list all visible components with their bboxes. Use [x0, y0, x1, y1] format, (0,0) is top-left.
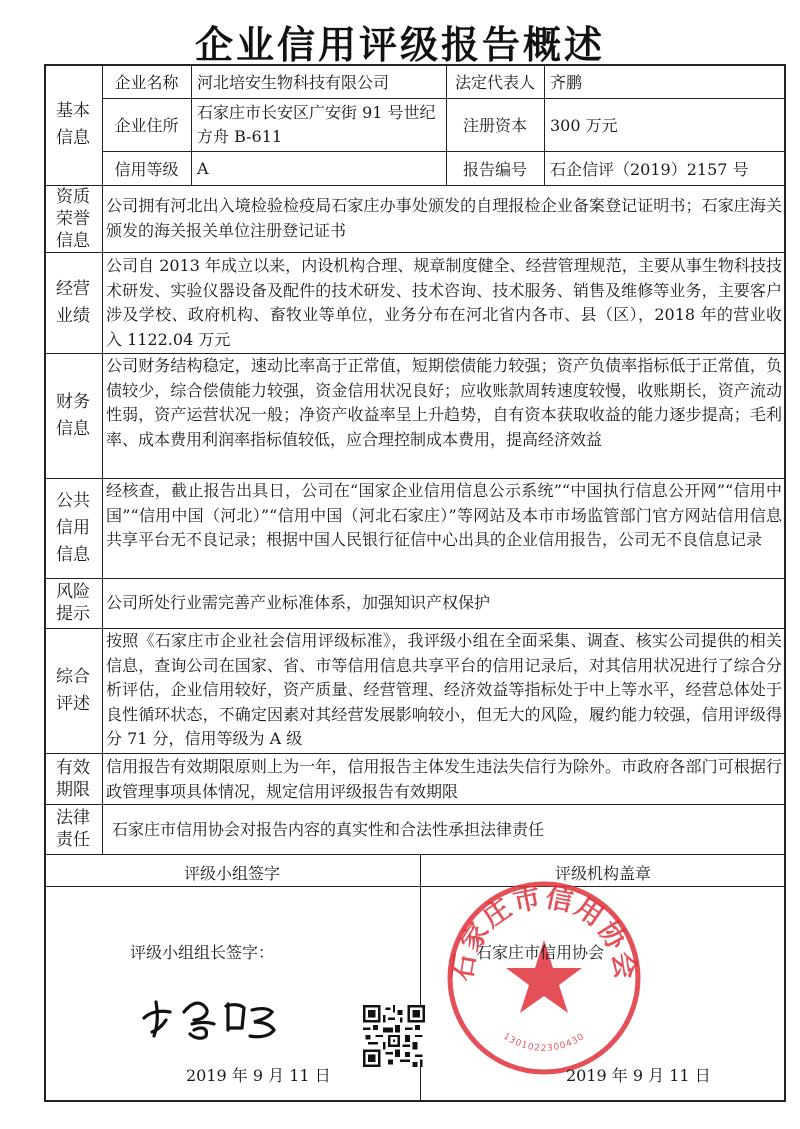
section-label-validity: 有效 期限: [56, 757, 90, 800]
section-label-honor: 资质 荣誉 信息: [56, 186, 90, 251]
addr-label: 企业住所: [114, 116, 179, 135]
risk-text: 公司所处行业需完善产业标准体系，加强知识产权保护: [106, 593, 491, 612]
grid-line: [44, 886, 786, 887]
capital-value: 300 万元: [550, 116, 618, 135]
grade-label: 信用等级: [114, 159, 179, 179]
section-label-legal: 法律 责任: [56, 808, 90, 850]
rep-label: 法定代表人: [454, 72, 535, 92]
grid-line: [44, 185, 786, 186]
leader-sign-label: 评级小组组长签字：: [130, 943, 275, 962]
sign-header: 评级小组签字: [183, 864, 280, 883]
name-value: 河北培安生物科技有限公司: [197, 72, 390, 92]
org-name: 石家庄市信用协会: [476, 943, 605, 962]
section-label-finance: 财务 信息: [56, 391, 90, 439]
public-text: 经核查，截止报告出具日，公司在“国家企业信用信息公示系统”“中国执行信息公开网”“信用中国”“信用中国（河北）”“信用中国（河北石家庄）”等网站及本市市场监管部门官方网站信用信息共享平台无不良记录；根据中国人民银行征信中心出具的企业信用报告，公司无不良信息记录: [106, 481, 782, 549]
rep-value: 齐鹏: [550, 72, 583, 92]
name-label: 企业名称: [114, 72, 179, 92]
finance-text: 公司财务结构稳定，速动比率高于正常值，短期偿债能力较强；资产负债率指标低于正常值，负债较少，综合偿债能力较强，资金信用状况良好；应收账款周转速度较慢，收账期长，资产流动性弱，资产运营状况一般；净资产收益率呈上升趋势，自有资本获取收益的能力逐步提高；毛利率、成本费用利润率指标值较低，应合理控制成本费用，提高经济效益: [106, 356, 782, 449]
page-title: 企业信用评级报告概述: [194, 23, 605, 67]
addr-value: 石家庄市长安区广安街 91 号世纪方舟 B-611: [197, 102, 436, 146]
svg-text:1301022300430: [501, 1032, 587, 1054]
section-label-public: 公共 信用 信息: [56, 490, 90, 565]
section-label-summary: 综合 评述: [56, 666, 90, 714]
qr-code-icon: [363, 1005, 425, 1067]
grade-value: A: [197, 158, 209, 178]
seal-date: 2019 年 9 月 11 日: [566, 1066, 711, 1085]
validity-text: 信用报告有效期限原则上为一年，信用报告主体发生违法失信行为除外。市政府各部门可根据行政管理事项具体情况，规定信用评级报告有效期限: [106, 757, 782, 801]
section-label-business: 经营 业绩: [56, 278, 90, 326]
seal-header: 评级机构盖章: [554, 864, 651, 883]
honor-text: 公司拥有河北出入境检验检疫局石家庄办事处颁发的自理报检企业备案登记证明书；石家庄海关颁发的海关报关单位注册登记证书: [106, 196, 782, 240]
seal-code: 1301022300430: [501, 1031, 587, 1054]
seal-ring-text: 石家庄市信用协会: [446, 882, 642, 984]
grid-line: [44, 854, 786, 855]
grid-line: [44, 252, 786, 253]
capital-label: 注册资本: [462, 116, 527, 135]
summary-text: 按照《石家庄市企业社会信用评级标准》，我评级小组在全面采集、调查、核实公司提供的相关信息，查询公司在国家、省、市等信用信息共享平台的信用记录后，对其信用状况进行了综合分析评估，企业信用较好，资产质量、经营管理、经济效益等指标处于中上等水平，经营总体处于良性循环状态，不确定因素对其经营发展影响较小，但无大的风险，履约能力较强，信用评级得分 71 分，信用等级为 A 级: [106, 631, 782, 748]
grid-line: [44, 578, 786, 579]
report-no-label: 报告编号: [462, 159, 527, 179]
grid-line: [44, 753, 786, 754]
grid-line: [44, 804, 786, 805]
leader-signature: [136, 990, 296, 1040]
business-text: 公司自 2013 年成立以来，内设机构合理、规章制度健全、经营管理规范，主要从事生物科技技术研发、实验仪器设备及配件的技术研发、技术咨询、技术服务、销售及维修等业务，主要客户涉及学校、政府机构、畜牧业等单位，业务分布在河北省内各市、县（区），2018 年的营业收入 1122.04 万元: [106, 256, 782, 349]
section-label-basic: 基本 信息: [56, 100, 90, 148]
report-no-value: 石企信评（2019）2157 号: [550, 159, 749, 179]
section-label-risk: 风险 提示: [56, 582, 90, 624]
legal-text: 石家庄市信用协会对报告内容的真实性和合法性承担法律责任: [112, 820, 545, 839]
organization-seal: [444, 878, 644, 1078]
sign-date: 2019 年 9 月 11 日: [186, 1066, 331, 1085]
